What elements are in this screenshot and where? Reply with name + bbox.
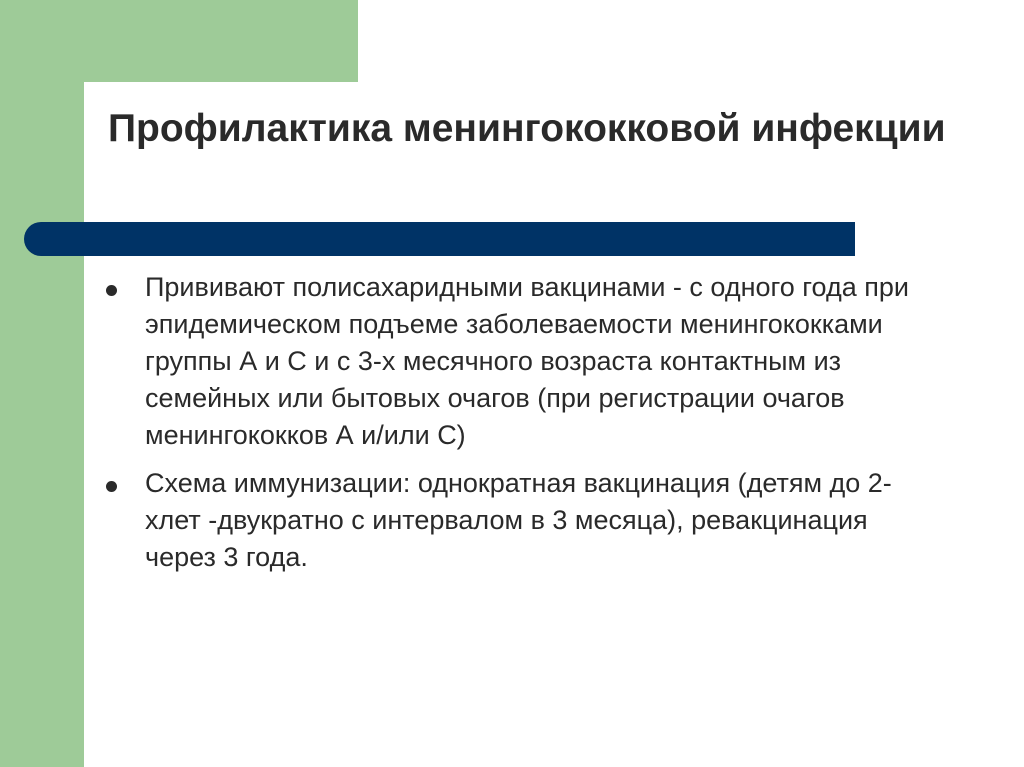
slide-title: Профилактика менингококковой инфекции [108,107,946,150]
bullet-item-immunization-scheme [104,465,934,576]
bullet-text-vaccination: Прививают полисахаридными вакцинами - с одного года при эпидемическом подъеме заболеваемости менингококками группы А и С и с 3-х месячного возраста контактным из семейных или бытовых очагов (при регистрации очагов менингококков А и/или С) [145,272,909,450]
bullet-list [104,269,934,587]
top-green-block [84,0,358,82]
left-green-strip [0,0,84,767]
bullet-dot-icon [106,481,117,492]
bullet-item-vaccination [104,269,934,454]
bullet-text-immunization-scheme: Схема иммунизации: однократная вакцинация (детям до 2-хлет -двукратно с интервалом в 3 месяца), ревакцинация через 3 года. [145,468,892,572]
bullet-dot-icon [106,285,117,296]
title-underline-bar [24,222,855,256]
